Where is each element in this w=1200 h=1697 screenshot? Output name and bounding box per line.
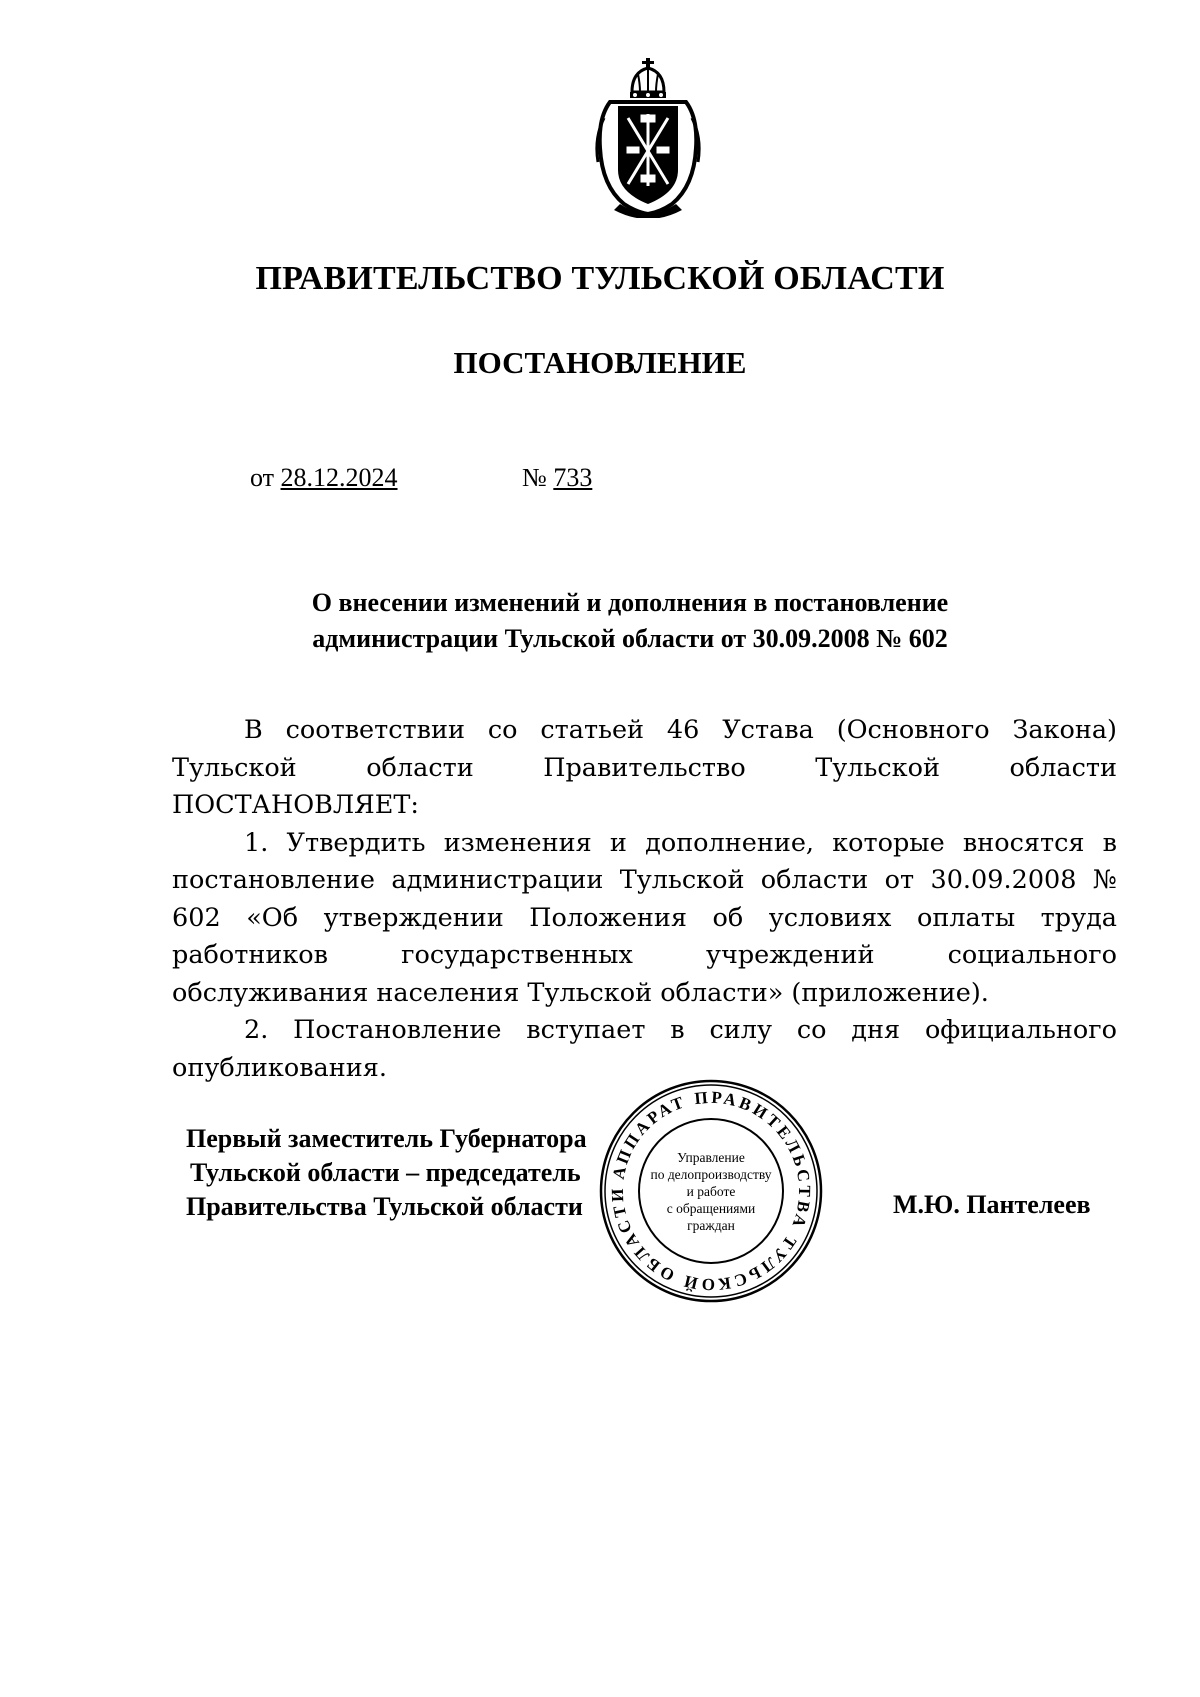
signatory-name: М.Ю. Пантелеев (893, 1190, 1091, 1219)
body-paragraph: 1. Утвердить изменения и дополнение, которые вносятся в постановление администрации Тульской области от 30.09.2008 № 602 «Об утверждении Положения об условиях оплаты труда работников государственных учреждений социального обслуживания населения Тульской области» (приложение). (172, 827, 1117, 1008)
organization-title: ПРАВИТЕЛЬСТВО ТУЛЬСКОЙ ОБЛАСТИ (255, 260, 945, 297)
stamp-outer-text: АППАРАТ ПРАВИТЕЛЬСТВА ТУЛЬСКОЙ ОБЛАСТИ (607, 1087, 815, 1295)
document-type-title: ПОСТАНОВЛЕНИЕ (453, 345, 747, 380)
body-paragraph: 2. Постановление вступает в силу со дня официального опубликования. (172, 1015, 1117, 1083)
body-paragraph: В соответствии со статьей 46 Устава (Основного Закона) Тульской области Правительство Тульской области ПОСТАНОВЛЯЕТ: (172, 715, 1117, 820)
position-line: Тульской области – председатель (190, 1158, 581, 1187)
stamp-inner-line: граждан (687, 1217, 735, 1233)
stamp-inner-line: по делопроизводству (650, 1166, 772, 1182)
document-date-line (250, 463, 398, 493)
number-prefix: № (522, 463, 547, 492)
document-body (172, 712, 1117, 1087)
subject-line: О внесении изменений и дополнения в постановление (311, 588, 949, 617)
stamp-inner-line: и работе (686, 1183, 736, 1199)
document-date: 28.12.2024 (280, 463, 398, 492)
stamp-inner-text (598, 1078, 824, 1304)
stamp-inner-line: с обращениями (666, 1200, 756, 1216)
document-subject (240, 585, 1020, 657)
subject-line: администрации Тульской области от 30.09.2008 № 602 (312, 624, 948, 653)
date-prefix: от (250, 463, 275, 492)
position-line: Правительства Тульской области (186, 1192, 583, 1221)
signatory-position (186, 1122, 587, 1224)
tula-coat-of-arms-icon (590, 58, 706, 218)
position-line: Первый заместитель Губернатора (186, 1124, 587, 1153)
document-number-line (522, 463, 592, 493)
document-number: 733 (553, 463, 593, 492)
stamp-inner-line: Управление (677, 1149, 745, 1165)
